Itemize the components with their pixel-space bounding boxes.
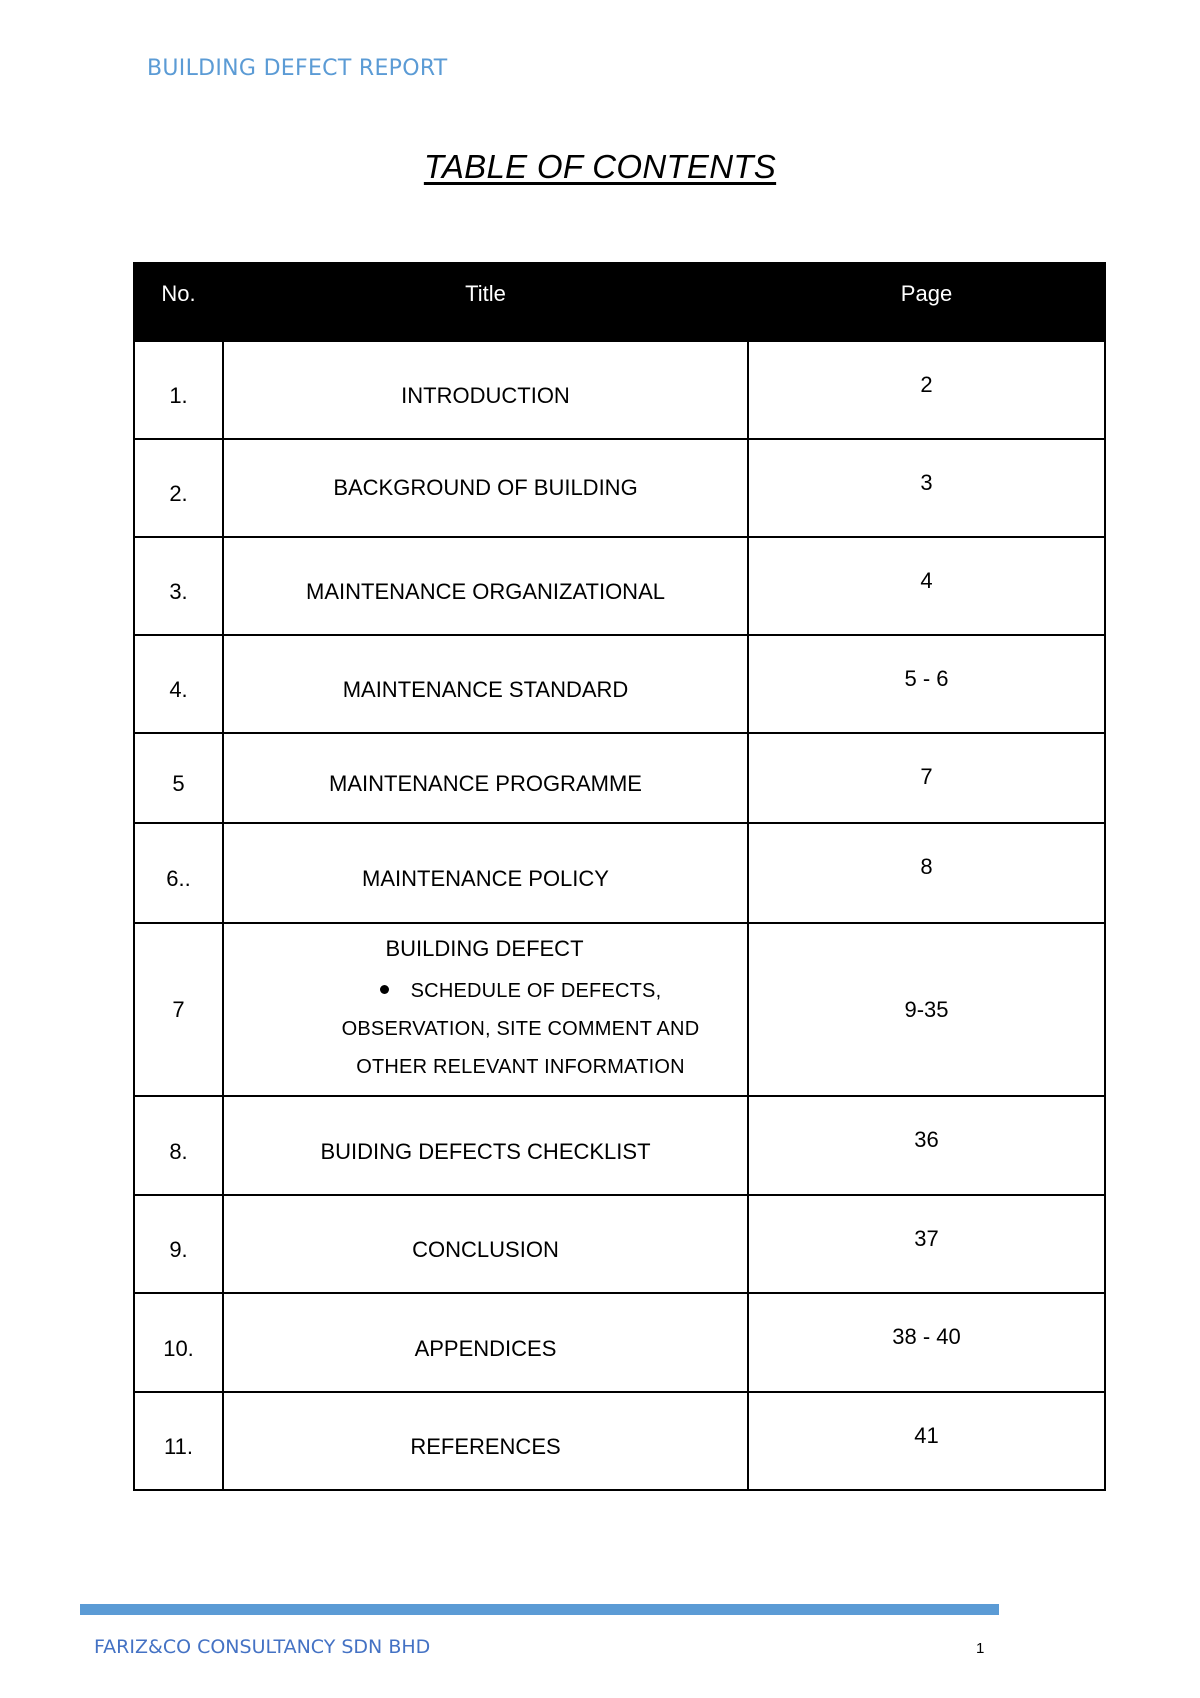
row-page: 38 - 40 <box>748 1293 1105 1392</box>
table-row <box>134 923 1105 1096</box>
row-page: 5 - 6 <box>748 635 1105 733</box>
row-page: 3 <box>748 439 1105 537</box>
row-title: BUIDING DEFECTS CHECKLIST <box>223 1096 748 1195</box>
table-row <box>134 341 1105 439</box>
row-title: APPENDICES <box>223 1293 748 1392</box>
row-number: 1. <box>134 341 223 439</box>
row-title: BACKGROUND OF BUILDING <box>223 439 748 537</box>
row-page: 41 <box>748 1392 1105 1490</box>
row-page: 37 <box>748 1195 1105 1293</box>
row-number: 2. <box>134 439 223 537</box>
table-row <box>134 733 1105 823</box>
subitem-line: OTHER RELEVANT INFORMATION <box>356 1056 685 1078</box>
column-header-no: No. <box>134 263 223 341</box>
table-row <box>134 1293 1105 1392</box>
row-page: 2 <box>748 341 1105 439</box>
table-row <box>134 823 1105 923</box>
row-title: MAINTENANCE POLICY <box>223 823 748 923</box>
row-page: 7 <box>748 733 1105 823</box>
row-title: INTRODUCTION <box>223 341 748 439</box>
row-page: 9-35 <box>748 923 1105 1096</box>
table-row <box>134 635 1105 733</box>
row-title: MAINTENANCE STANDARD <box>223 635 748 733</box>
row-number: 7 <box>134 923 223 1096</box>
table-row <box>134 1392 1105 1490</box>
row-number: 11. <box>134 1392 223 1490</box>
report-header-title: BUILDING DEFECT REPORT <box>147 56 448 81</box>
row-number: 8. <box>134 1096 223 1195</box>
row-number: 9. <box>134 1195 223 1293</box>
subitem-line: OBSERVATION, SITE COMMENT AND <box>341 1018 700 1040</box>
footer-company-name: FARIZ&CO CONSULTANCY SDN BHD <box>94 1636 431 1658</box>
row-page: 4 <box>748 537 1105 635</box>
row-title: REFERENCES <box>223 1392 748 1490</box>
row-title: MAINTENANCE ORGANIZATIONAL <box>223 537 748 635</box>
row-title-group <box>223 923 748 1096</box>
bullet-icon <box>380 985 389 994</box>
row-title: MAINTENANCE PROGRAMME <box>223 733 748 823</box>
table-row <box>134 1096 1105 1195</box>
row-title: CONCLUSION <box>223 1195 748 1293</box>
table-row <box>134 537 1105 635</box>
footer-page-number: 1 <box>976 1640 985 1657</box>
footer-divider <box>80 1604 999 1615</box>
row-number: 10. <box>134 1293 223 1392</box>
row-number: 3. <box>134 537 223 635</box>
row-subitem <box>224 972 747 1086</box>
row-page: 36 <box>748 1096 1105 1195</box>
row-page: 8 <box>748 823 1105 923</box>
row-number: 4. <box>134 635 223 733</box>
row-number: 6.. <box>134 823 223 923</box>
toc-table <box>133 262 1106 1491</box>
table-row <box>134 1195 1105 1293</box>
toc-header-row <box>134 263 1105 341</box>
toc-title: TABLE OF CONTENTS <box>423 148 777 185</box>
column-header-title: Title <box>223 263 748 341</box>
row-number: 5 <box>134 733 223 823</box>
row-title: BUILDING DEFECT <box>385 936 584 961</box>
table-row <box>134 439 1105 537</box>
column-header-page: Page <box>748 263 1105 341</box>
subitem-line: SCHEDULE OF DEFECTS, <box>294 972 747 1010</box>
